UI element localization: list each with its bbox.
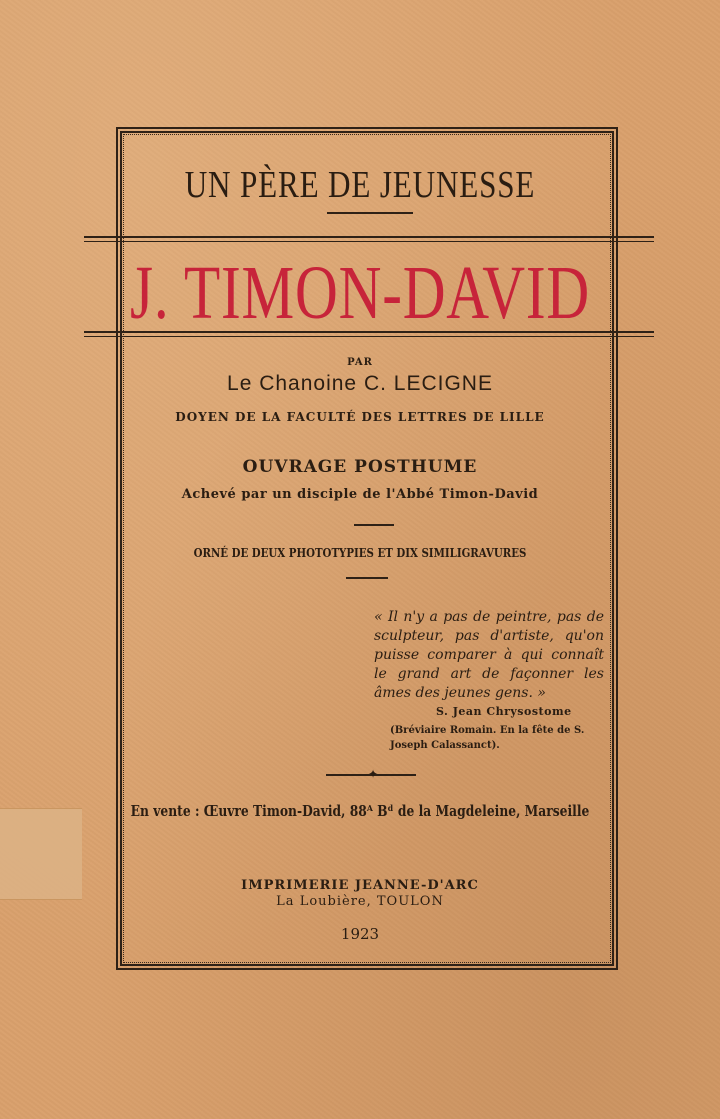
fleuron-ornament-icon: ✦ xyxy=(368,767,379,781)
subtitle-underline xyxy=(327,212,413,214)
author-name: Le Chanoine C. LECIGNE xyxy=(227,372,493,395)
cover-title: J. TIMON-DAVID xyxy=(130,251,590,335)
divider-1 xyxy=(354,524,394,526)
printer-name: IMPRIMERIE JEANNE-D'ARC xyxy=(241,878,479,893)
publication-year: 1923 xyxy=(340,925,380,943)
epigraph-author: S. Jean Chrysostome xyxy=(436,705,572,718)
by-label: PAR xyxy=(347,357,373,368)
work-note: OUVRAGE POSTHUME xyxy=(242,457,478,477)
title-rule-top xyxy=(84,236,654,242)
completion-note: Achevé par un disciple de l'Abbé Timon-David xyxy=(181,487,539,502)
illustrations-note: ORNÉ DE DEUX PHOTOTYPIES ET DIX SIMILIGRAVURES xyxy=(193,546,527,560)
epigraph-quote: « Il n'y a pas de peintre, pas de sculpteur, pas d'artiste, qu'on puisse comparer à qui connaît le grand art de façonner les âmes des jeunes gens. » xyxy=(374,609,604,701)
epigraph-reference: (Bréviaire Romain. En la fête de S. Joseph Calassanct). xyxy=(390,725,585,751)
cover-subtitle: UN PÈRE DE JEUNESSE xyxy=(184,164,536,206)
author-role: DOYEN DE LA FACULTÉ DES LETTRES DE LILLE xyxy=(175,410,545,424)
divider-2 xyxy=(346,577,388,579)
printer-location: La Loubière, TOULON xyxy=(276,894,444,909)
sales-info: En vente : Œuvre Timon-David, 88ᴬ Bᵈ de la Magdeleine, Marseille xyxy=(130,802,590,820)
